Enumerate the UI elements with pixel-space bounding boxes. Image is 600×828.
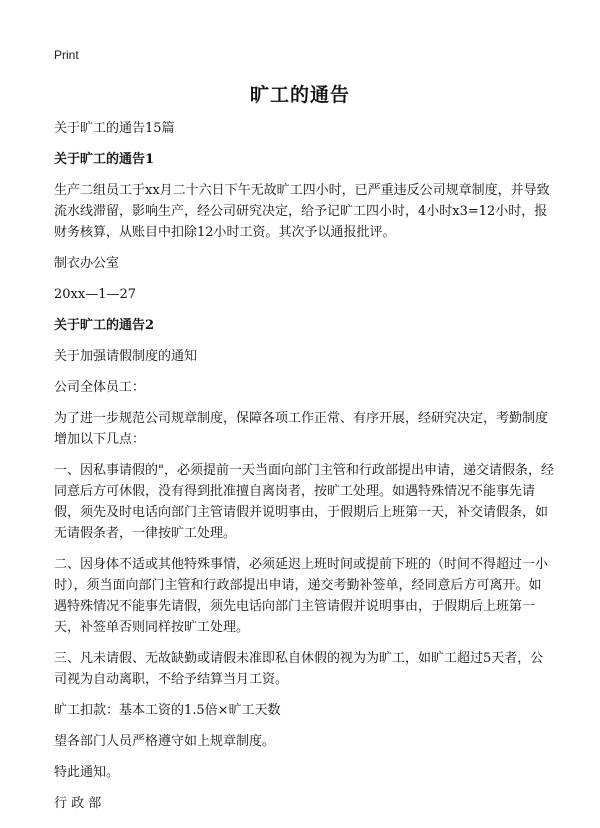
section-1-signer: 制衣办公室 xyxy=(54,256,120,271)
section-2-deduction: 旷工扣款：基本工资的1.5倍×旷工天数 xyxy=(54,703,281,718)
document-body xyxy=(54,118,554,824)
section-2-item-1: 一、因私事请假的"，必须提前一天当面向部门主管和行政部提出申请，递交请假条，经同意后方可休假，没有得到批准擅自离岗者，按旷工处理。如遇特殊情况不能事先请假，须先及时电话向部门主管请假并说明事由，于假期后上班第一天，补交请假条，如无请假条者，一律按旷工处理。 xyxy=(54,463,554,541)
document-subtitle: 关于旷工的通告15篇 xyxy=(54,121,175,136)
section-2-signer: 行 政 部 xyxy=(54,796,102,811)
section-2-intro: 为了进一步规范公司规章制度，保障各项工作正常、有序开展，经研究决定，考勤制度增加以下几点： xyxy=(54,411,549,447)
section-1-heading: 关于旷工的通告1 xyxy=(54,152,155,167)
section-2-heading: 关于旷工的通告2 xyxy=(54,318,155,333)
section-1-date: 20xx—1—27 xyxy=(54,287,137,302)
section-1-body: 生产二组员工于xx月二十六日下午无故旷工四小时，已严重违反公司规章制度，并导致流水线滞留，影响生产，经公司研究决定，给予记旷工四小时，4小时x3=12小时，报财务核算，从账目中扣除12小时工资。其次予以通报批评。 xyxy=(54,183,550,240)
document-title: 旷工的通告 xyxy=(249,84,350,106)
section-2-item-2: 二、因身体不适或其他特殊事情，必须延迟上班时间或提前下班的（时间不得超过一小时），须当面向部门主管和行政部提出申请，递交考勤补签单，经同意后方可离开。如遇特殊情况不能事先请假，须先电话向部门主管请假并说明事由，于假期后上班第一天，补签单否则同样按旷工处理。 xyxy=(54,557,549,635)
section-2-compliance: 望各部门人员严格遵守如上规章制度。 xyxy=(54,734,276,749)
print-link[interactable]: Print xyxy=(54,48,79,62)
section-2-notice-title: 关于加强请假制度的通知 xyxy=(54,349,198,364)
section-2-item-3: 三、凡未请假、无故缺勤或请假未准即私自休假的视为为旷工，如旷工超过5天者，公司视为自动离职，不给予结算当月工资。 xyxy=(54,651,544,687)
section-2-closing: 特此通知。 xyxy=(54,765,120,780)
section-2-salutation: 公司全体员工： xyxy=(54,380,146,395)
